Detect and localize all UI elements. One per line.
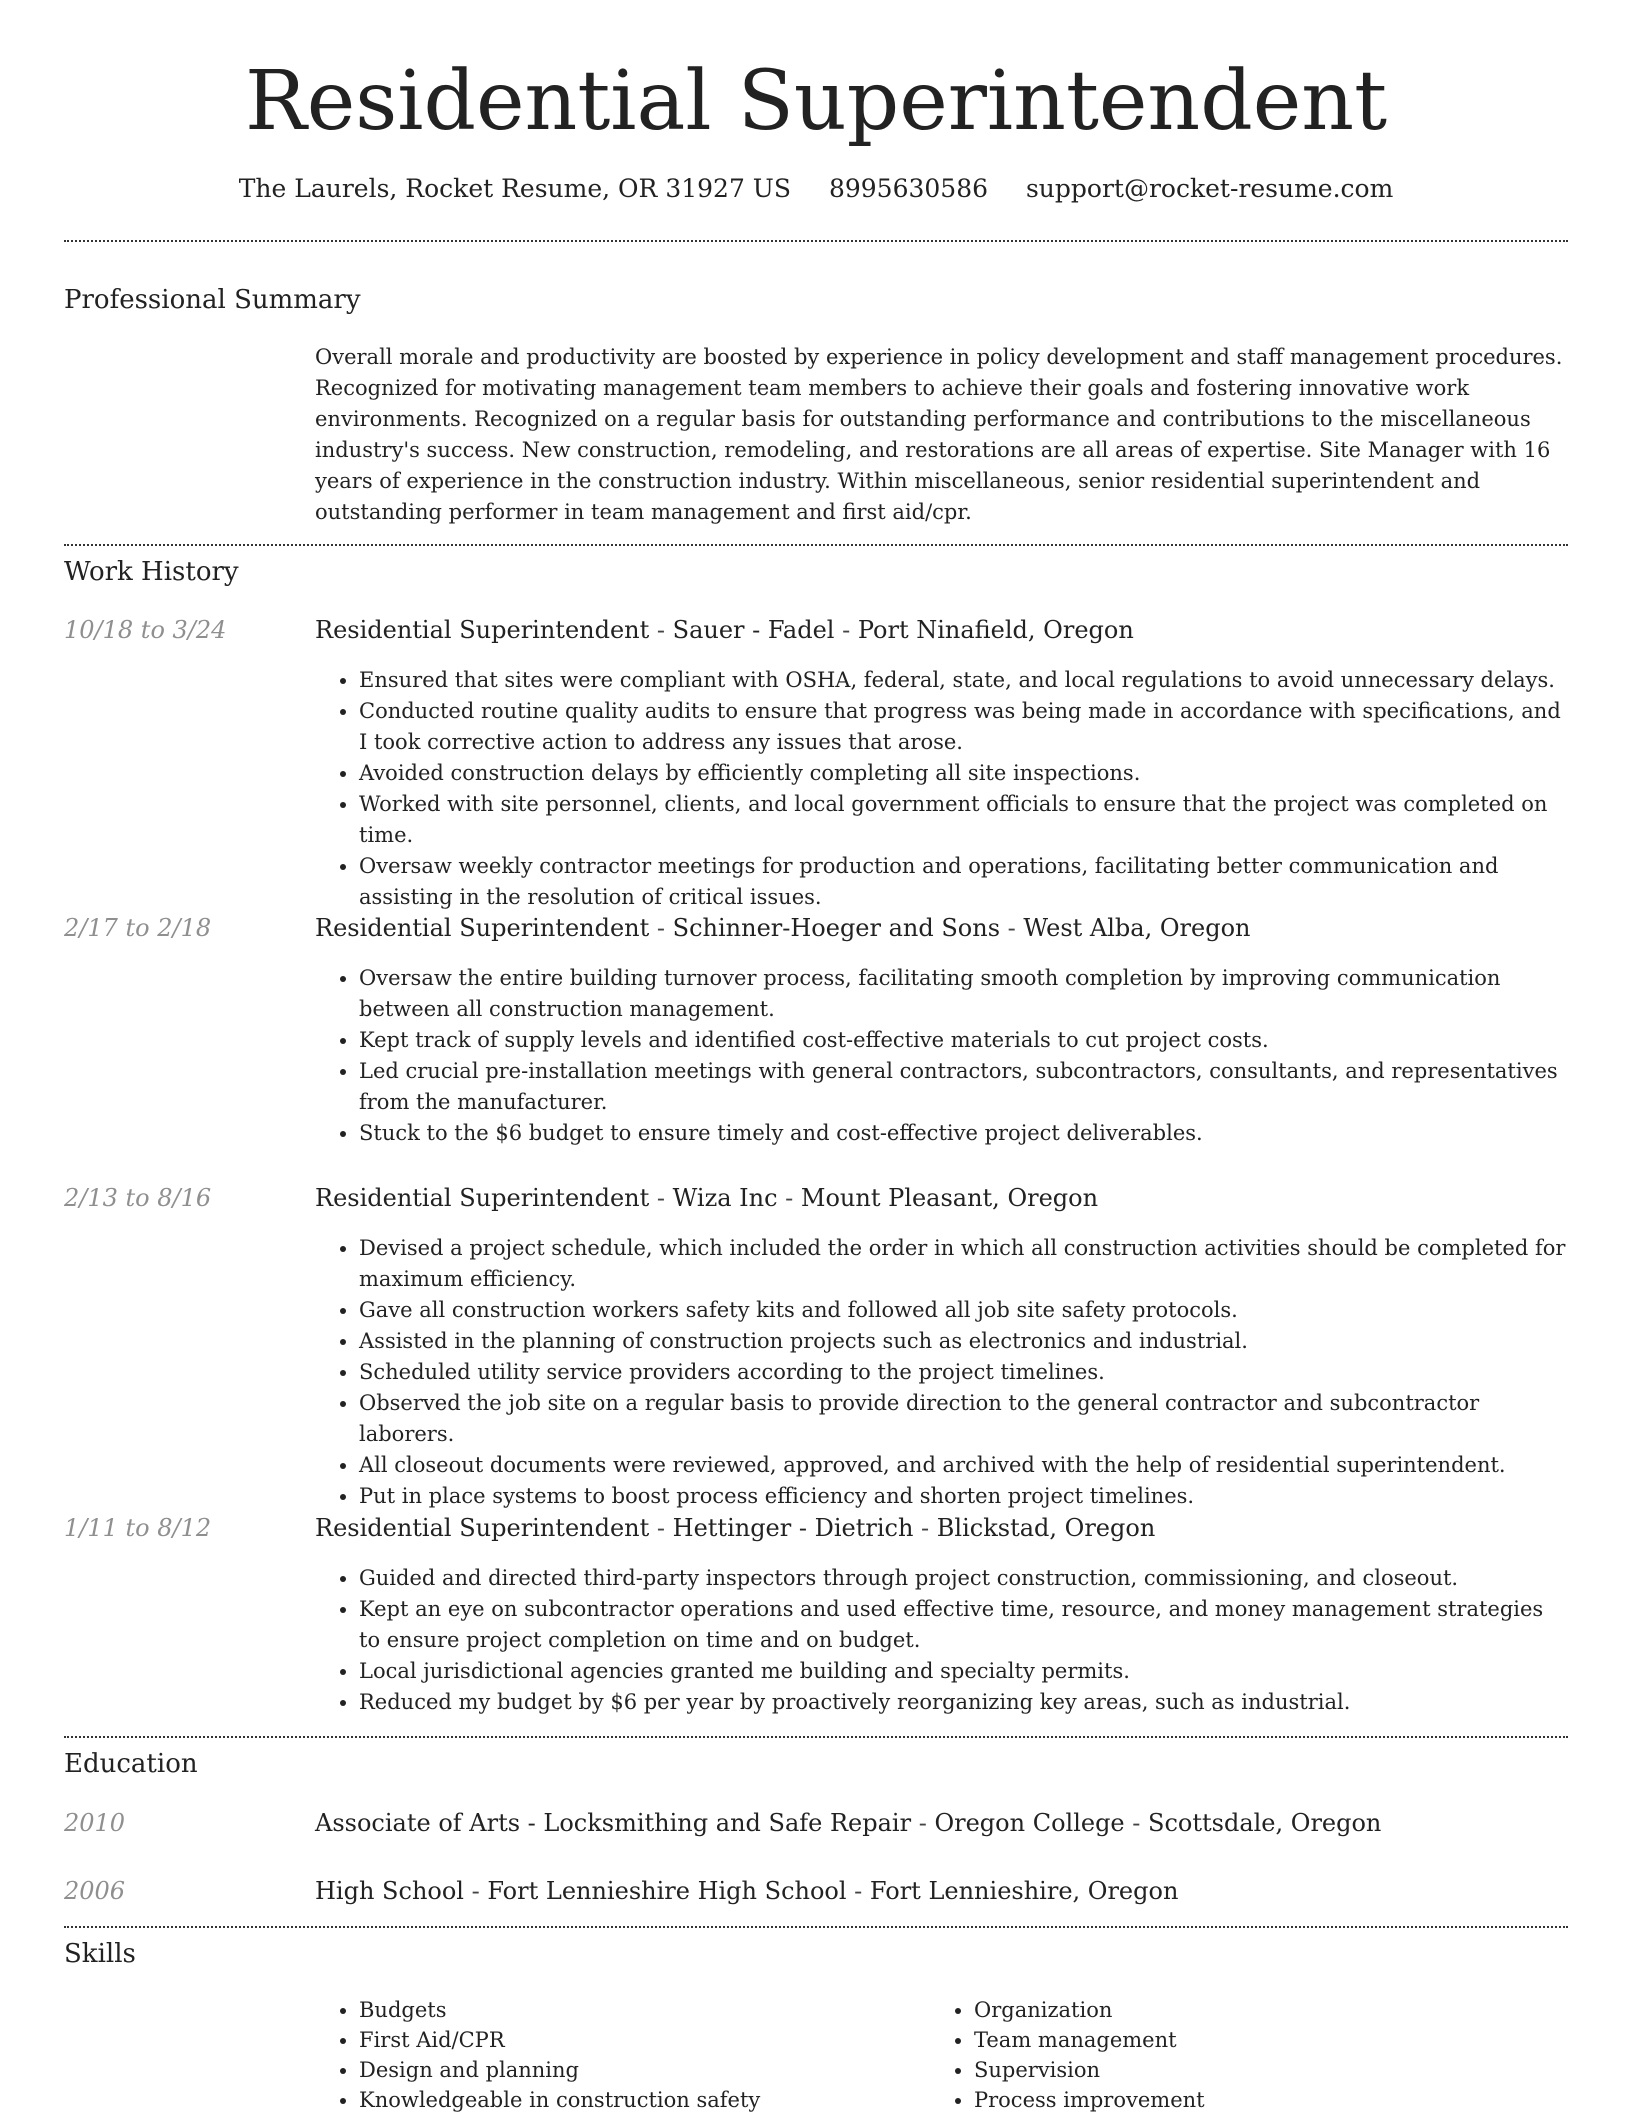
job-role: Residential Superintendent <box>315 1514 650 1542</box>
section-title-education: Education <box>64 1749 198 1779</box>
job-title <box>315 912 1570 944</box>
list-item: • All closeout documents were reviewed, approved, and archived with the help of residential superintendent. <box>359 1450 1570 1481</box>
job-role: Residential Superintendent <box>315 616 650 644</box>
skill-item: • Organization <box>974 1995 1490 2025</box>
summary-text: Overall morale and productivity are boosted by experience in policy development and staff management procedures. Recognized for motivating management team members to achieve their goals and fostering innovative work environments. Recognized on a regular basis for outstanding performance and contributions to the miscellaneous industry's success. New construction, remodeling, and restorations are all areas of expertise. Site Manager with 16 years of experience in the construction industry. Within miscellaneous, senior residential superintendent and outstanding performer in team management and first aid/cpr. <box>315 345 1563 524</box>
education-entry <box>315 1875 1570 1907</box>
job-company: Wiza Inc <box>672 1184 778 1212</box>
list-item: • Stuck to the $6 budget to ensure timely and cost-effective project deliverables. <box>359 1118 1570 1149</box>
job-title <box>315 614 1570 646</box>
education-school: Oregon College <box>934 1809 1125 1837</box>
contact-address: The Laurels, Rocket Resume, OR 31927 US <box>238 174 791 203</box>
section-title-skills: Skills <box>64 1939 136 1969</box>
section-title-summary: Professional Summary <box>64 285 361 315</box>
divider <box>64 240 1568 242</box>
job-location: West Alba, Oregon <box>1023 914 1251 942</box>
list-item: • Local jurisdictional agencies granted me building and specialty permits. <box>359 1656 1570 1687</box>
separator: - <box>649 1514 673 1542</box>
separator: - <box>1124 1809 1149 1837</box>
list-item: • Conducted routine quality audits to ensure that progress was being made in accordance with specifications, and I took corrective action to address any issues that arose. <box>359 696 1570 758</box>
skills-list-left <box>315 1995 875 2115</box>
list-item: • Assisted in the planning of construction projects such as electronics and industrial. <box>359 1326 1570 1357</box>
education-year: 2006 <box>64 1877 126 1905</box>
skill-item: • Supervision <box>974 2055 1490 2085</box>
divider <box>64 1736 1568 1738</box>
contact-email: support@rocket-resume.com <box>1025 174 1394 203</box>
job-bullets <box>315 1233 1570 1512</box>
list-item: • Put in place systems to boost process efficiency and shorten project timelines. <box>359 1481 1570 1512</box>
list-item: • Oversaw the entire building turnover process, facilitating smooth completion by improving communication between all construction management. <box>359 963 1570 1025</box>
skill-item: • First Aid/CPR <box>359 2025 875 2055</box>
job-dates: 1/11 to 8/12 <box>64 1514 212 1542</box>
separator: - <box>649 1184 673 1212</box>
contact-phone: 8995630586 <box>828 174 989 203</box>
separator: - <box>913 1514 937 1542</box>
list-item: • Reduced my budget by $6 per year by proactively reorganizing key areas, such as industrial. <box>359 1687 1570 1718</box>
skill-item: • Design and planning <box>359 2055 875 2085</box>
skill-item: • Budgets <box>359 1995 875 2025</box>
skill-item: • Knowledgeable in construction safety <box>359 2085 875 2115</box>
job-location: Mount Pleasant, Oregon <box>800 1184 1099 1212</box>
list-item: • Kept track of supply levels and identified cost-effective materials to cut project costs. <box>359 1025 1570 1056</box>
skill-item: • Process improvement <box>974 2085 1490 2115</box>
job-location: Blickstad, Oregon <box>936 1514 1156 1542</box>
list-item: • Led crucial pre-installation meetings with general contractors, subcontractors, consultants, and representatives from the manufacturer. <box>359 1056 1570 1118</box>
job-company: Hettinger - Dietrich <box>672 1514 914 1542</box>
skill-item: • Team management <box>974 2025 1490 2055</box>
job-dates: 2/13 to 8/16 <box>64 1184 212 1212</box>
job-company: Sauer - Fadel <box>672 616 835 644</box>
list-item: • Worked with site personnel, clients, and local government officials to ensure that the project was completed on time. <box>359 789 1570 851</box>
education-degree: High School <box>315 1877 464 1905</box>
job-location: Port Ninafield, Oregon <box>857 616 1134 644</box>
separator: - <box>649 616 673 644</box>
list-item: • Kept an eye on subcontractor operations and used effective time, resource, and money management strategies to ensure project completion on time and on budget. <box>359 1594 1570 1656</box>
separator: - <box>911 1809 935 1837</box>
education-entry <box>315 1807 1570 1839</box>
job-bullets <box>315 1563 1570 1718</box>
list-item: • Gave all construction workers safety kits and followed all job site safety protocols. <box>359 1295 1570 1326</box>
education-degree: Associate of Arts - Locksmithing and Safe Repair <box>315 1809 912 1837</box>
skills-list-right <box>930 1995 1490 2115</box>
separator: - <box>834 616 858 644</box>
job-dates: 2/17 to 2/18 <box>64 914 212 942</box>
list-item: • Guided and directed third-party inspectors through project construction, commissioning, and closeout. <box>359 1563 1570 1594</box>
list-item: • Avoided construction delays by efficiently completing all site inspections. <box>359 758 1570 789</box>
job-company: Schinner-Hoeger and Sons <box>672 914 1001 942</box>
education-school: Fort Lennieshire High School <box>487 1877 847 1905</box>
separator: - <box>777 1184 801 1212</box>
job-dates: 10/18 to 3/24 <box>64 616 227 644</box>
separator: - <box>1000 914 1024 942</box>
job-role: Residential Superintendent <box>315 914 650 942</box>
contact-line <box>0 172 1632 206</box>
job-bullets <box>315 665 1570 913</box>
job-role: Residential Superintendent <box>315 1184 650 1212</box>
separator: - <box>463 1877 488 1905</box>
list-item: • Ensured that sites were compliant with OSHA, federal, state, and local regulations to avoid unnecessary delays. <box>359 665 1570 696</box>
list-item: • Scheduled utility service providers according to the project timelines. <box>359 1357 1570 1388</box>
list-item: • Observed the job site on a regular basis to provide direction to the general contractor and subcontractor laborers. <box>359 1388 1570 1450</box>
education-location: Fort Lennieshire, Oregon <box>869 1877 1179 1905</box>
separator: - <box>649 914 673 942</box>
education-location: Scottsdale, Oregon <box>1148 1809 1382 1837</box>
section-title-work: Work History <box>64 557 239 587</box>
education-year: 2010 <box>64 1809 126 1837</box>
divider <box>64 544 1568 546</box>
list-item: • Oversaw weekly contractor meetings for production and operations, facilitating better communication and assisting in the resolution of critical issues. <box>359 851 1570 913</box>
divider <box>64 1926 1568 1928</box>
job-title <box>315 1182 1570 1214</box>
job-title <box>315 1512 1570 1544</box>
separator: - <box>846 1877 870 1905</box>
candidate-name: Residential Superintendent <box>244 54 1388 149</box>
list-item: • Devised a project schedule, which included the order in which all construction activities should be completed for maximum efficiency. <box>359 1233 1570 1295</box>
job-bullets <box>315 963 1570 1149</box>
